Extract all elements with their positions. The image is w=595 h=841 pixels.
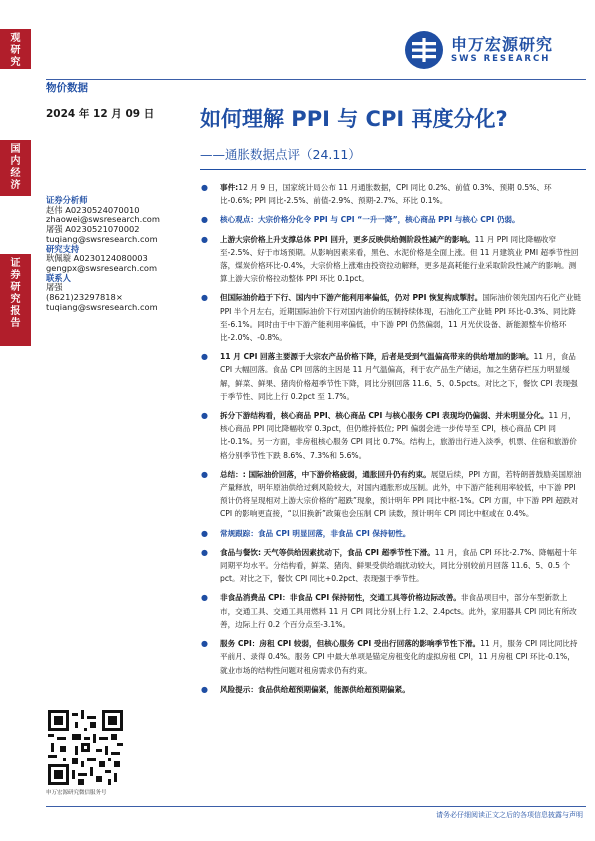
logo-mark-icon (403, 29, 445, 71)
bullet-lead: 拆分下游结构看，核心商品 PPI、核心商品 CPI 与核心服务 CPI 表现均仍偏弱、并未明显分化。 (220, 411, 549, 421)
bullet-paragraph (200, 233, 582, 286)
bullet-icon: ● (201, 234, 208, 244)
bullet-text: 11 月 PPI 同比降幅收窄至-2.5%、好于市场预期。从影响因素来看，黑色、水泥价格是全面上涨。但 11 月建筑业 PMI 超季节性回落，煤炭价格环比-0.4%，大宗价格上涨难由投资拉动解释，更多是高耗能行业采取阶段性减产的影响。测算上游大宗价格拉动整体 PPI 环比 0.1pct。 (220, 234, 579, 284)
analyst-contacts (46, 196, 160, 312)
bullet-lead: 但国际油价趋于下行、国内中下游产能利用率偏低，仍对 PPI 恢复构成掣肘。 (220, 293, 483, 303)
bullet-icon: ● (201, 352, 208, 362)
bullet-paragraph (200, 637, 582, 677)
analyst-line: 屠强 A0230521070002 (46, 224, 140, 235)
title-divider (200, 169, 586, 170)
bullet-paragraph (200, 291, 582, 344)
bullet-text: 11 月，食品 CPI 大幅回落。食品 CPI 回落的主因是 11 月气温偏高，利于农产品生产储运，加之生猪存栏压力明显缓解，鲜菜、鲜果、猪肉价格超季节性下降，同比分别回落 11.6、5、0.5pcts。对比之下，餐饮 CPI 表现强于季节性、同比上行 0.2pct 至 1.7%。 (220, 352, 578, 401)
bullet-icon: ● (201, 293, 208, 303)
bullet-lead: 非食品消费品 CPI：非食品 CPI 保持韧性，交通工具等价格边际改善。 (220, 593, 461, 603)
bullet-lead: 事件: (220, 183, 239, 192)
bullet-lead: 总结：: 国际油价回落，中下游价格疲弱，通胀回升仍有约束。 (220, 469, 431, 479)
bullet-text: 非食品项目中，部分车型新款上市，交通工具、交通工具用燃料 11 月 CPI 同比分别上行 1.2、2.4pcts。此外，家用器具 CPI 同比有所改善，边际上行 0.2 个百分点至-3.1%。 (220, 593, 577, 629)
bullet-icon: ● (201, 469, 208, 479)
footer-divider (46, 806, 586, 807)
bullet-text: 12 月 9 日，国家统计局公布 11 月通胀数据，CPI 同比 0.2%、前值 0.3%、预期 0.5%、环比-0.6%; PPI 同比-2.5%、前值-2.9%、预期-2.7%、环比 0.1%。 (220, 183, 552, 206)
analyst-email[interactable]: zhaowei@swsresearch.com (46, 214, 160, 225)
bullet-icon: ● (201, 528, 208, 538)
sidebar-tag-label: 证券研究报告 (10, 258, 21, 329)
bullet-paragraph (200, 213, 582, 226)
bullet-text: 11 月，核心商品 PPI 同比降幅收窄 0.3pct，但仍维持低位; PPI 偏弱会进一步传导至 CPI，核心商品 CPI 同比-0.1%。另一方面，非房租核心服务 CPI 同比 0.7%。结构上，旅游出行进入淡季，机票、住宿和旅游价格分别季节性下跌 8.6%、7.3%和 5.6%。 (220, 411, 577, 460)
bullet-lead: 核心观点：大宗价格分化令 PPI 与 CPI “一升一降”，核心商品 PPI 与核心 CPI 仍弱。 (220, 215, 520, 225)
bullet-paragraph (200, 591, 582, 631)
bullet-paragraph (200, 181, 582, 207)
support-heading: 研究支持 (46, 243, 80, 254)
bullet-icon: ● (201, 215, 208, 225)
bullet-text: 展望后续，PPI 方面，若特朗普鼓励美国原油产量释放，明年原油供给过剩风险较大，对国内通胀形成压制。此外，中下游产能利用率较低，中下游 PPI 预计仍将呈现相对上游大宗价格的“超跌”现象，预计明年 PPI 同比中枢-1%。CPI 方面，中下游 PPI 超跌对 CPI 的影响更直接，“以旧换新”政策也会压制 CPI 读数，预计明年 CPI 同比中枢或在 0.4%。 (220, 469, 582, 519)
report-category: 物价数据 (46, 82, 88, 94)
bullet-lead: 服务 CPI：房租 CPI 较弱，但核心服务 CPI 受出行回落的影响季节性下滑。 (220, 639, 481, 649)
analyst-email[interactable]: tuqiang@swsresearch.com (46, 233, 158, 244)
contact-phone: (8621)23297818× (46, 292, 123, 303)
logo-text-en: SWS RESEARCH (451, 54, 551, 64)
support-email[interactable]: gengpx@swsresearch.com (46, 262, 158, 273)
analyst-line: 赵伟 A0230524070010 (46, 204, 140, 215)
sidebar-tag-domestic-economy (0, 140, 31, 196)
report-subtitle: ——通胀数据点评（24.11） (200, 147, 361, 162)
bullet-text: 国际油价领先国内石化产业链 PPI 半个月左右，近期国际油价下行对国内油价的压制持续体现，石油化工产业链 PPI 环比-0.3%、同比降至-6.1%。同时由于中下游产能利用率偏低，中下游 PPI 仍然偏弱，11 月光伏设备、新能源整车价格环比-2.0%、-0.8%。 (220, 293, 581, 343)
bullet-lead: 上游大宗价格上升支撑总体 PPI 回升，更多反映供给侧阶段性减产的影响。 (220, 234, 475, 244)
bullet-lead: 11 月 CPI 回落主要源于大宗农产品价格下降，后者是受到气温偏高带来的供给增加的影响。 (220, 352, 534, 362)
wechat-qr-code (48, 710, 123, 785)
bullet-text: 11 月，食品 CPI 环比-2.7%、降幅超十年同期平均水平。分结构看，鲜菜、猪肉、鲜果受供给端扰动较大，同比分别较前月回落 11.6、5、0.5 个 pct。对比之下，餐饮 CPI 同比+0.2pct、表现强于季节性。 (220, 547, 577, 584)
sidebar-tag-research (0, 29, 31, 69)
bullet-paragraph (200, 350, 582, 403)
bullet-paragraph (200, 683, 582, 696)
report-date: 2024 年 12 月 09 日 (46, 108, 155, 120)
bullet-lead: 常规跟踪：食品 CPI 明显回落，非食品 CPI 保持韧性。 (220, 528, 411, 538)
support-line: 耿佩璇 A0230124080003 (46, 253, 148, 264)
bullet-icon: ● (201, 411, 208, 421)
qr-caption: 申万宏源研究微信服务号 (46, 790, 107, 796)
disclaimer-footer: 请务必仔细阅读正文之后的各项信息披露与声明 (436, 811, 583, 819)
contact-heading: 联系人 (46, 272, 71, 283)
bullet-lead: 食品与餐饮: 天气等供给因素扰动下，食品 CPI 超季节性下滑。 (220, 547, 435, 557)
report-body (200, 181, 582, 696)
header-divider (46, 79, 586, 80)
bullet-paragraph (200, 527, 582, 540)
bullet-paragraph (200, 468, 582, 521)
sidebar-tag-label: 观研究 (10, 33, 21, 68)
bullet-paragraph (200, 409, 582, 462)
bullet-icon: ● (201, 547, 208, 557)
bullet-lead: 风险提示：食品供给超预期偏紧，能源供给超预期偏紧。 (220, 684, 410, 694)
bullet-text: 11 月，服务 CPI 同比同比持平前月、录得 0.4%。服务 CPI 中最大单项是锚定房租变化的虚拟房租 CPI，11 月房租 CPI 环比-0.1%，就业市场的结构性问题对租房需求仍有约束。 (220, 639, 578, 675)
logo-text-cn: 申万宏源研究 (451, 35, 554, 54)
company-logo (403, 27, 583, 77)
sidebar-tag-report (0, 254, 31, 346)
sidebar (0, 0, 31, 841)
bullet-icon: ● (201, 593, 208, 603)
analyst-heading: 证券分析师 (46, 195, 88, 205)
sidebar-tag-label: 国内经济 (10, 144, 21, 191)
bullet-icon: ● (201, 684, 208, 694)
report-title: 如何理解 PPI 与 CPI 再度分化? (200, 107, 508, 131)
bullet-icon: ● (201, 183, 208, 192)
bullet-paragraph (200, 546, 582, 586)
contact-email[interactable]: tuqiang@swsresearch.com (46, 301, 158, 312)
contact-line: 屠强 (46, 282, 63, 293)
bullet-icon: ● (201, 639, 208, 649)
